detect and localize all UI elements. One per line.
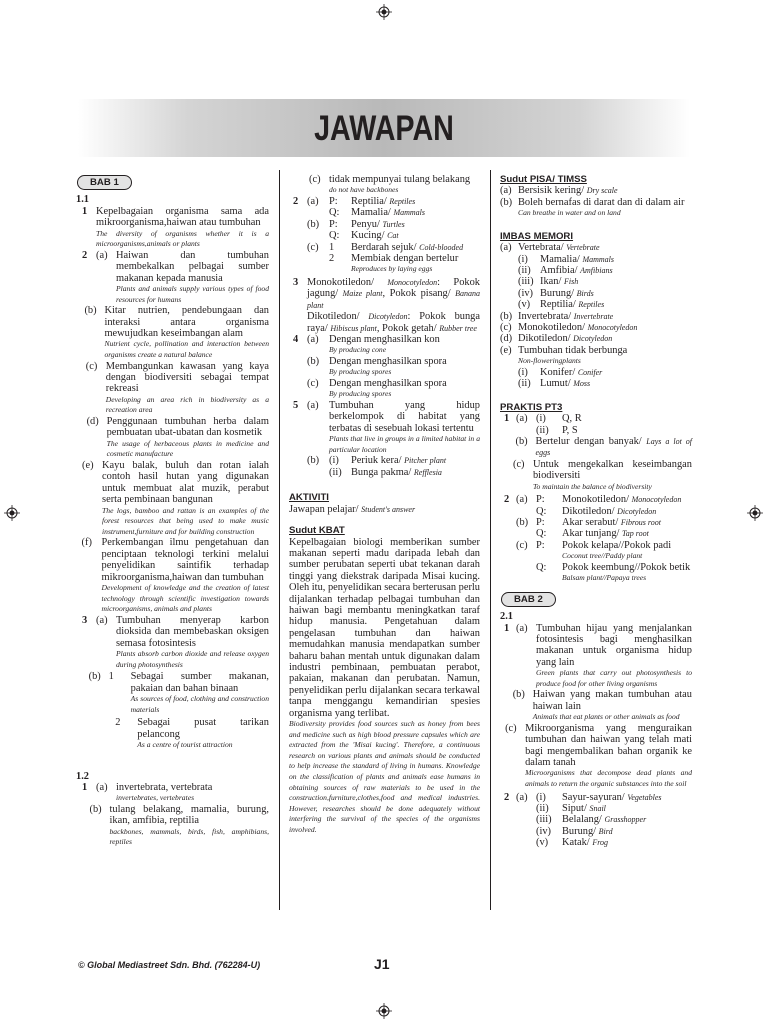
answer-item: 2 (a) P: Monokotiledon/ Monocotyledon Q: Dikotiledon/ Dicotyledon: [504, 494, 682, 517]
answer-item: (d) Penggunaan tumbuhan herba dalam pembuatan ubat-ubatan dan kosmetik The usage of herbaceous plants in medicine and cosmetic manufacture: [86, 416, 269, 459]
column-3: [500, 174, 692, 849]
answer-item: 2 (a) (i) Sayur-sayuran/ Vegetables (ii) Siput/ Snail (iii) Belalang/ Grasshopper (iv) Burung/ Bird (v) Katak/ Frog: [500, 792, 692, 849]
column-divider-1: [279, 170, 280, 910]
section-number: 2.1: [500, 611, 513, 623]
registration-mark-left: [4, 505, 20, 521]
aktiviti-answer: Jawapan pelajar/ Student's answer: [289, 503, 416, 515]
section-heading-pt3: PRAKTIS PT3: [500, 401, 563, 413]
answer-item: 2 (a) Haiwan dan tumbuhan membekalkan pelbagai sumber makanan kepada manusia Plants and animals supply various types of food resources for humans: [82, 249, 269, 304]
list-item: (i) Sayur-sayuran/ Vegetables: [536, 791, 662, 803]
answer-item: (c) Membangunkan kawasan yang kaya dengan biodiversiti sebagai tempat rekreasi Developing an area rich in biodiversity as a recreation area: [85, 360, 269, 415]
list-item: (v) Reptilia/ Reptiles: [518, 299, 605, 311]
column-1: [76, 174, 269, 848]
list-item: (i) Konifer/ Conifer: [518, 366, 603, 378]
kbat-translation: Biodiversity provides food sources such as honey from bees and medicine such as high blood pressure capsules which are extracted from the 'Misai kucing'. Therefore, a continuous research on various plants and animals should be conducted to help increase the standard of living in humans. Knowledge on the classification of plants and animals ease humans in obtaining sources of raw materials to be used in the construction,furniture,clothes,food and medical industries. However, researches should be done adequately without interfering the survival of the species of the organisms involved.: [289, 719, 480, 834]
answer-item: (b) Boleh bernafas di darat dan di dalam air Can breathe in water and on land: [500, 196, 685, 218]
list-item: (v) Katak/ Frog: [536, 837, 609, 849]
registration-mark-bottom: [376, 1003, 392, 1019]
answer-item: (b) Invertebrata/ Invertebrate: [500, 310, 614, 322]
answer-item: (e) Kayu balak, buluh dan rotan ialah contoh hasil hutan yang digunakan untuk membuat alat muzik, perabut serta pembinaan bangunan The logs, bamboo and rattan is an examples of the forest resources that being used to make music instrument,furniture and for building construction: [82, 460, 269, 536]
answer-item: (b) P: Akar serabut/ Fibrous root Q: Akar tunjang/ Tap root: [516, 516, 661, 540]
answer-item: 4 (a) Dengan menghasilkan kon By producing cone: [293, 334, 440, 355]
list-item: (ii) Lumut/ Moss: [518, 378, 591, 390]
list-item: (iii) Ikan/ Fish: [518, 276, 579, 288]
answer-item: 1 (a) invertebrata, vertebrata invertebrates, vertebrates: [82, 782, 213, 803]
vertebrate-list: [500, 254, 692, 311]
answer-item: (ii) P, S: [536, 424, 578, 436]
section-heading-imbas: IMBAS MEMORI: [500, 230, 574, 242]
column-2: [289, 174, 480, 836]
answer-item: 3 Monokotiledon/ Monocotyledon: Pokok jagung/ Maize plant, Pokok pisang/ Banana plant Dikotiledon/ Dicotyledon: Pokok bunga raya/ Hibiscus plant, Pokok getah/ Rubber tree: [293, 277, 480, 334]
page-title: JAWAPAN: [314, 109, 454, 148]
answer-item: (b) Dengan menghasilkan spora By producing spores: [307, 356, 447, 377]
answer-item: (a) Bersisik kering/ Dry scale: [500, 185, 618, 197]
non-flowering-list: [500, 367, 692, 390]
answer-item: (f) Perkembangan ilmu pengetahuan dan penciptaan teknologi terkini melalui penyelidikan saintifik terhadap mikroorganisma,haiwan dan tumbuhan Development of knowledge and the creation of latest technology through scientific investigation towards microorganisms, animals and plants: [81, 537, 269, 614]
answer-item: (c) P: Pokok kelapa//Pokok padi Coconut tree//Paddy plant Q: Pokok keembung//Pokok betik Balsam plant//Papaya trees: [516, 539, 691, 583]
answer-item: 1 (a) (i) Q, R: [504, 413, 582, 425]
list-item: (i) Mamalia/ Mammals: [518, 253, 614, 265]
answer-item: (c) tidak mempunyai tulang belakang do not have backbones: [309, 174, 471, 195]
food-chain-list: [536, 792, 692, 849]
answer-item: (c) Untuk mengekalkan keseimbangan biodiversiti To maintain the balance of biodiversity: [512, 458, 692, 491]
section-heading-aktiviti: AKTIVITI: [289, 492, 329, 504]
list-item: (ii) Siput/ Snail: [536, 803, 606, 814]
section-heading-kbat: Sudut KBAT: [289, 525, 345, 537]
answer-item: 5 (a) Tumbuhan yang hidup berkelompok di habitat yang terbatas di sesebuah lokasi tertentu Plants that live in groups in a limited habitat in a particular location: [293, 400, 480, 454]
answer-item: 1 Kepelbagaian organisma sama ada mikroorganisma,haiwan atau tumbuhan The diversity of organisms whether it is a microorganisms,animals or plants: [82, 205, 269, 249]
copyright: © Global Mediastreet Sdn. Bhd. (762284-U): [78, 960, 261, 970]
section-number: 1.2: [76, 770, 89, 782]
page-number: J1: [374, 956, 390, 972]
list-item: (iv) Burung/ Bird: [536, 825, 613, 837]
answer-item: (c) 1 Berdarah sejuk/ Cold-blooded 2 Membiak dengan bertelur Reproduces by laying eggs: [307, 241, 464, 274]
title-banner: [78, 99, 690, 157]
registration-mark-top: [376, 4, 392, 20]
answer-item: (c) Monokotiledon/ Monocotyledon: [500, 322, 638, 334]
kbat-text: Kepelbagaian biologi memberikan sumber makanan seperti madu daripada lebah dan sumber perubatan seperti ubat tekanan darah tinggi yang diekstrak daripada Misai kucing. Oleh itu, penyelidikan secara berterusan perlu dijalankan terhadap pelbagai tumbuhan dan haiwan bagi membantu meningkatkan taraf hidup manusia. Pengetahuan dalam pengelasan tumbuhan dan haiwan memudahkan manusia mendapatkan sumber baharu bahan mentah untuk digunakan dalam industri pembinaan, pembuatan perabot, pakaian, makanan dan perubatan. Namun, penyelidikan perlu dijalankan secara terkawal tanpa menggangu kemandirian spesies organisma yang terlibat.: [289, 536, 480, 719]
answer-item: (b) Kitar nutrien, pendebungaan dan interaksi antara organisma mewujudkan keseimbangan alam Nutrient cycle, pollination and interaction between organisms create a natural balance: [84, 305, 269, 360]
answer-item: (d) Dikotiledon/ Dicotyledon: [500, 333, 613, 345]
list-item: (iii) Belalang/ Grasshopper: [536, 814, 647, 826]
list-item: (iv) Burung/ Birds: [518, 287, 594, 299]
answer-item: 3 (a) Tumbuhan menyerap karbon dioksida dan membebaskan oksigen semasa fotosintesis Plants absorb carbon dioxide and release oxygen during photosynthesis: [82, 614, 269, 669]
list-item: (ii) Amfibia/ Amfibians: [518, 265, 613, 277]
answer-item: (b) Haiwan yang makan tumbuhan atau haiwan lain Animals that eat plants or other animals as food: [512, 689, 692, 722]
answer-item: 2 (a) P: Reptilia/ Reptiles Q: Mamalia/ Mammals: [293, 196, 425, 219]
column-divider-2: [490, 170, 491, 910]
section-number: 1.1: [76, 194, 89, 206]
answer-item: (b) Bertelur dengan banyak/ Lays a lot of eggs: [515, 435, 693, 458]
chapter-badge: BAB 2: [501, 592, 556, 607]
answer-item: 2 Sebagai pusat tarikan pelancong As a centre of tourist attraction: [115, 717, 269, 750]
answer-item: (b) 1 Sebagai sumber makanan, pakaian dan bahan binaan As sources of food, clothing and construction materials: [88, 671, 269, 714]
section-heading-pisa: Sudut PISA/ TIMSS: [500, 174, 587, 185]
answer-item: (b) P: Penyu/ Turtles Q: Kucing/ Cat: [307, 218, 405, 242]
answer-item: (b) (i) Periuk kera/ Pitcher plant (ii) Bunga pakma/ Refflesia: [307, 455, 447, 478]
registration-mark-right: [747, 505, 763, 521]
answer-item: (b) tulang belakang, mamalia, burung, ikan, amfibia, reptilia backbones, mammals, birds, fish, amphibians, reptiles: [89, 804, 269, 847]
answer-item: 1 (a) Tumbuhan hijau yang menjalankan fotosintesis bagi menghasilkan makanan untuk organisma hidup yang lain Green plants that carry out photosynthesis to produce food for other living organisms: [504, 622, 692, 688]
answer-item: (c) Mikroorganisma yang menguraikan tumbuhan dan haiwan yang telah mati bagi mengembalikan bahan organik ke dalam tanah Microorganisms that decompose dead plants and animals to return the organic substances into the soil: [505, 722, 692, 788]
chapter-badge: BAB 1: [77, 175, 132, 190]
answer-item: (c) Dengan menghasilkan spora By producing spores: [307, 378, 447, 399]
answer-item: (e) Tumbuhan tidak berbunga Non-floweringplants: [500, 344, 628, 366]
answer-item: (a) Vertebrata/ Vertebrate: [500, 242, 600, 254]
